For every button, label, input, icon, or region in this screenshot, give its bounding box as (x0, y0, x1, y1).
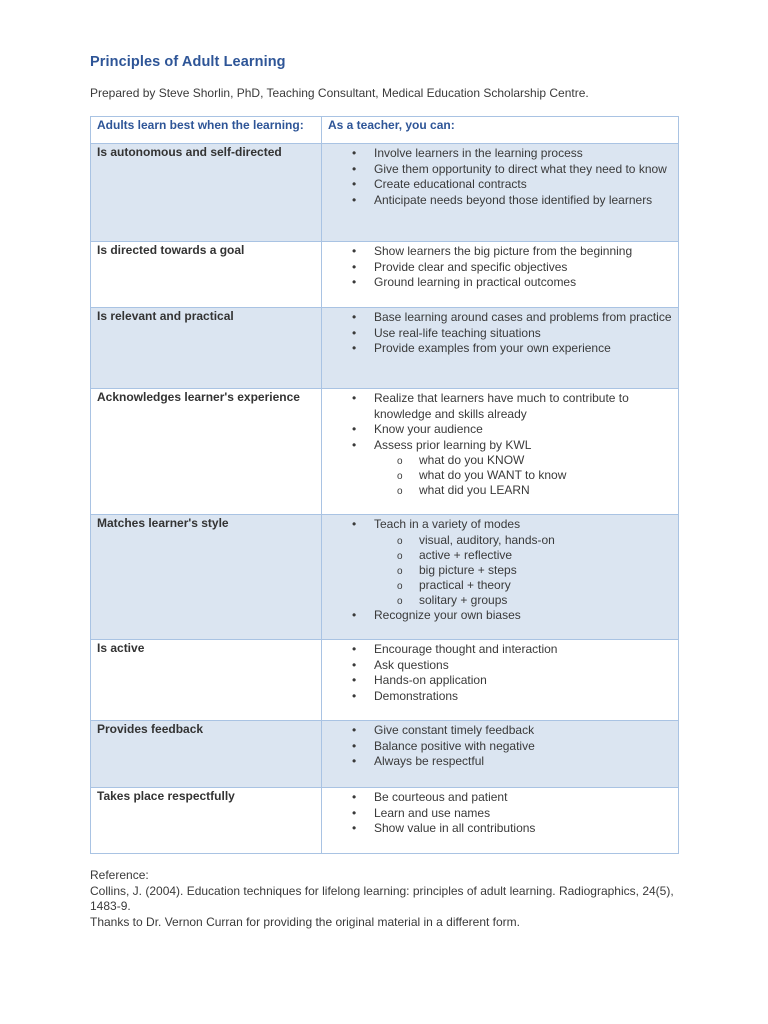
strategy-item (322, 341, 678, 357)
table-row (91, 515, 679, 640)
strategy-text: Recognize your own biases (374, 607, 521, 622)
principle-label: Is active (97, 641, 145, 655)
strategy-text: Ask questions (374, 657, 449, 672)
strategy-list (322, 391, 678, 498)
strategy-list (322, 146, 678, 208)
table-row (91, 389, 679, 515)
strategy-item (322, 193, 678, 209)
author-line: Prepared by Steve Shorlin, PhD, Teaching Consultant, Medical Education Scholarship Centre. (90, 86, 589, 100)
sub-item: o what do you KNOW (374, 453, 674, 468)
strategy-text: Create educational contracts (374, 177, 527, 191)
reference-heading: Reference: (90, 868, 149, 882)
principle-label: Is autonomous and self-directed (97, 145, 282, 159)
strategy-item (322, 806, 678, 822)
principle-label: Provides feedback (97, 722, 204, 736)
strategy-text: Provide examples from your own experience (374, 341, 611, 355)
strategy-text: Ground learning in practical outcomes (374, 275, 577, 289)
sub-item: o active + reflective (374, 548, 674, 563)
principle-label: Matches learner's style (97, 516, 229, 530)
strategy-text: Realize that learners have much to contribute to knowledge and skills already (374, 391, 629, 421)
acknowledgement-text: Thanks to Dr. Vernon Curran for providing the original material in a different form. (90, 914, 520, 929)
strategy-text: Anticipate needs beyond those identified by learners (374, 192, 653, 207)
strategy-list (322, 790, 678, 837)
table-row (91, 640, 679, 721)
strategy-item (322, 608, 678, 624)
strategy-item (322, 658, 678, 674)
strategy-item (322, 739, 678, 755)
sub-item: o what do you WANT to know (374, 468, 674, 483)
strategy-list (322, 642, 678, 704)
sub-list (374, 533, 674, 608)
sub-item: o what did you LEARN (374, 483, 674, 498)
strategy-text: Give them opportunity to direct what they need to know (374, 161, 667, 176)
strategy-text: Know your audience (374, 422, 483, 436)
sub-list (374, 453, 674, 498)
strategy-item (322, 790, 678, 806)
table-row (91, 242, 679, 308)
principle-label: Acknowledges learner's experience (97, 390, 300, 404)
principle-label: Is relevant and practical (97, 309, 234, 323)
table-row (91, 144, 679, 242)
strategy-item (322, 310, 678, 326)
strategy-item (322, 642, 678, 658)
strategy-text: Involve learners in the learning process (374, 146, 583, 160)
strategy-text: Show value in all contributions (374, 821, 536, 835)
strategy-text: Be courteous and patient (374, 790, 508, 804)
header-learners-column: Adults learn best when the learning: (97, 118, 304, 132)
table-row (91, 721, 679, 788)
table-row (91, 788, 679, 854)
strategy-item (322, 146, 678, 162)
strategy-item (322, 689, 678, 705)
strategy-text: Show learners the big picture from the beginning (374, 244, 633, 258)
strategy-item (322, 326, 678, 342)
sub-item: o visual, auditory, hands-on (374, 533, 674, 548)
strategy-list (322, 723, 678, 770)
table-row (91, 308, 679, 389)
strategy-text: Demonstrations (374, 688, 459, 703)
strategy-text: Use real-life teaching situations (374, 325, 541, 340)
strategy-item (322, 673, 678, 689)
table-header-row (91, 117, 679, 144)
strategy-text: Always be respectful (374, 754, 485, 768)
strategy-text: Balance positive with negative (374, 738, 535, 753)
strategy-item (322, 260, 678, 276)
strategy-item (322, 275, 678, 291)
page-title: Principles of Adult Learning (90, 54, 286, 70)
strategy-item (322, 422, 678, 438)
strategy-item (322, 754, 678, 770)
sub-item: o practical + theory (374, 578, 674, 593)
strategy-list (322, 310, 678, 357)
strategy-text: Assess prior learning by KWL (374, 437, 532, 452)
strategy-item (322, 821, 678, 837)
sub-item: o big picture + steps (374, 563, 674, 578)
principle-label: Is directed towards a goal (97, 243, 245, 257)
strategy-item (322, 438, 678, 499)
strategy-text: Provide clear and specific objectives (374, 259, 568, 274)
principle-label: Takes place respectfully (97, 789, 235, 803)
header-teacher-column: As a teacher, you can: (328, 118, 455, 132)
strategy-item (322, 162, 678, 178)
reference-section (90, 868, 680, 930)
strategy-text: Give constant timely feedback (374, 723, 535, 737)
strategy-item (322, 177, 678, 193)
strategy-item (322, 517, 678, 608)
strategy-list (322, 517, 678, 623)
sub-item: o solitary + groups (374, 593, 674, 608)
strategy-text: Encourage thought and interaction (374, 642, 558, 656)
strategy-text: Base learning around cases and problems from practice (374, 310, 672, 324)
reference-citation: Collins, J. (2004). Education techniques for lifelong learning: principles of adult learning. Radiographics, 24(5), 1483-9. (90, 883, 674, 913)
strategy-list (322, 244, 678, 291)
strategy-item (322, 244, 678, 260)
strategy-text: Hands-on application (374, 673, 487, 687)
strategy-item (322, 391, 678, 422)
strategy-item (322, 723, 678, 739)
strategy-text: Learn and use names (374, 805, 491, 820)
principles-table (90, 116, 679, 854)
strategy-text: Teach in a variety of modes (374, 517, 521, 531)
document-page (90, 54, 680, 930)
